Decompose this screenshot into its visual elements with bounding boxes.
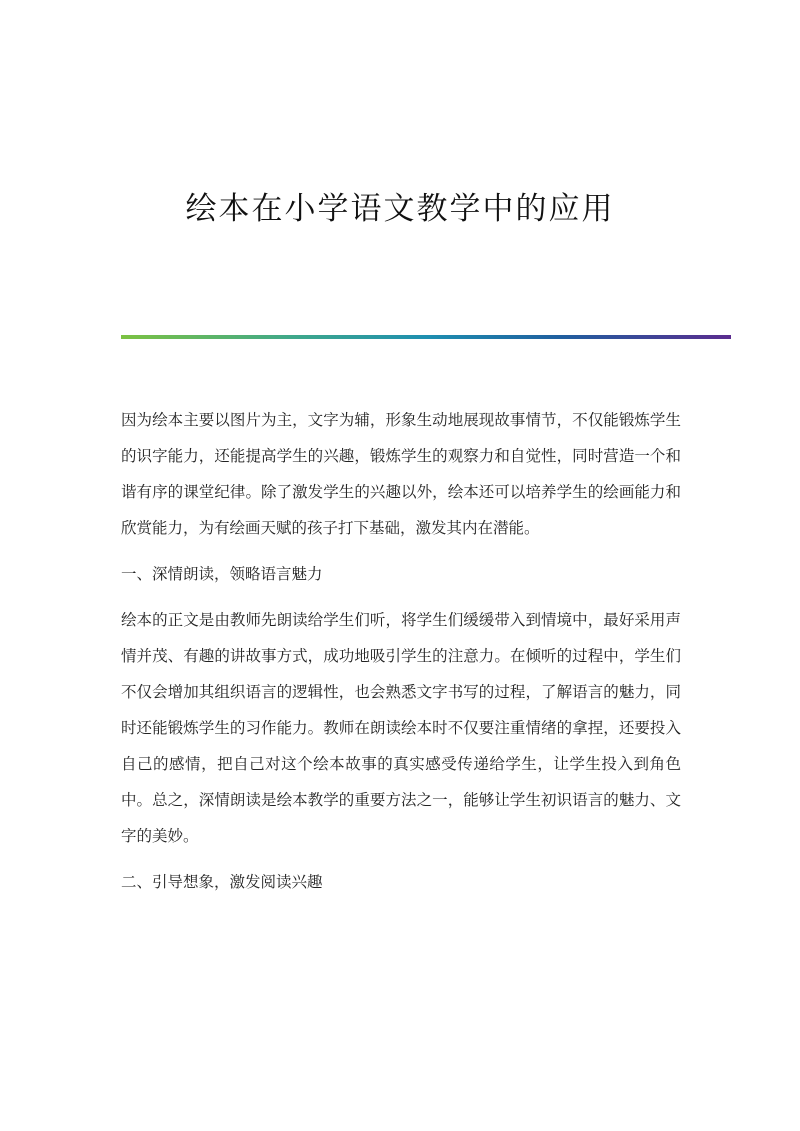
page-title: 绘本在小学语文教学中的应用 — [185, 191, 615, 227]
paragraph-intro: 因为绘本主要以图片为主，文字为辅，形象生动地展现故事情节，不仅能锻炼学生的识字能力，还能提高学生的兴趣，锻炼学生的观察力和自觉性，同时营造一个和谐有序的课堂纪律。除了激发学生的兴趣以外，绘本还可以培养学生的绘画能力和欣赏能力，为有绘画天赋的孩子打下基础，激发其内在潜能。 — [121, 411, 681, 537]
document-body — [121, 402, 681, 910]
section-heading-2: 二、引导想象，激发阅读兴趣 — [121, 873, 323, 891]
section-heading-1: 一、深情朗读，领略语言魅力 — [121, 565, 323, 583]
paragraph-section-1: 绘本的正文是由教师先朗读给学生们听，将学生们缓缓带入到情境中，最好采用声情并茂、有趣的讲故事方式，成功地吸引学生的注意力。在倾听的过程中，学生们不仅会增加其组织语言的逻辑性，也会熟悉文字书写的过程，了解语言的魅力，同时还能锻炼学生的习作能力。教师在朗读绘本时不仅要注重情绪的拿捏，还要投入自己的感情，把自己对这个绘本故事的真实感受传递给学生，让学生投入到角色中。总之，深情朗读是绘本教学的重要方法之一，能够让学生初识语言的魅力、文字的美妙。 — [121, 611, 681, 845]
title-divider — [121, 335, 731, 339]
